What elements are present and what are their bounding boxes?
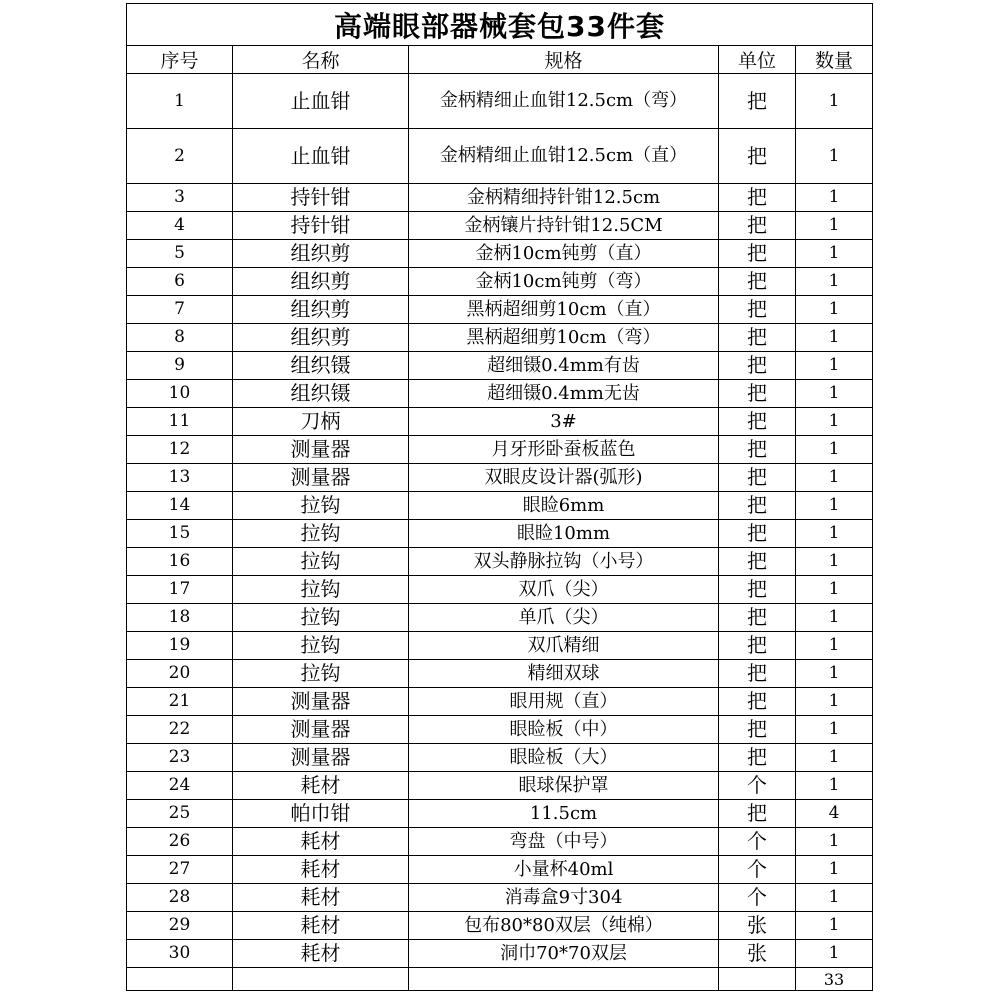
row-spec-text: 金柄精细止血钳12.5cm（弯） xyxy=(439,90,688,111)
row-spec: 小量杯40ml xyxy=(409,856,719,884)
table-row xyxy=(127,772,873,800)
row-unit: 把 xyxy=(719,380,796,408)
row-no: 12 xyxy=(127,436,233,464)
row-qty: 1 xyxy=(796,912,873,940)
row-no: 18 xyxy=(127,604,233,632)
row-no: 16 xyxy=(127,548,233,576)
row-qty: 1 xyxy=(796,212,873,240)
row-name: 止血钳 xyxy=(233,129,409,184)
total-qty: 33 xyxy=(796,968,873,991)
row-name: 止血钳 xyxy=(233,74,409,129)
row-spec: 眼球保护罩 xyxy=(409,772,719,800)
row-no: 28 xyxy=(127,884,233,912)
row-unit: 把 xyxy=(719,408,796,436)
row-qty: 1 xyxy=(796,744,873,772)
row-unit: 把 xyxy=(719,240,796,268)
row-no: 6 xyxy=(127,268,233,296)
row-spec: 洞巾70*70双层 xyxy=(409,940,719,968)
row-unit: 个 xyxy=(719,884,796,912)
row-no: 11 xyxy=(127,408,233,436)
table-row xyxy=(127,184,873,212)
row-spec: 双眼皮设计器(弧形) xyxy=(409,464,719,492)
row-unit: 把 xyxy=(719,548,796,576)
table-row xyxy=(127,716,873,744)
row-no: 5 xyxy=(127,240,233,268)
header-unit: 单位 xyxy=(719,46,796,74)
table-row xyxy=(127,688,873,716)
header-qty: 数量 xyxy=(796,46,873,74)
row-unit: 个 xyxy=(719,772,796,800)
row-qty: 1 xyxy=(796,268,873,296)
row-qty: 4 xyxy=(796,800,873,828)
table-row xyxy=(127,884,873,912)
table-row xyxy=(127,240,873,268)
row-spec: 金柄精细持针钳12.5cm xyxy=(409,184,719,212)
table-row xyxy=(127,856,873,884)
row-no: 26 xyxy=(127,828,233,856)
row-spec: 包布80*80双层（纯棉） xyxy=(409,912,719,940)
row-spec: 超细镊0.4mm无齿 xyxy=(409,380,719,408)
table-row xyxy=(127,660,873,688)
row-name: 组织剪 xyxy=(233,324,409,352)
row-unit: 张 xyxy=(719,912,796,940)
row-qty: 1 xyxy=(796,74,873,129)
row-no: 3 xyxy=(127,184,233,212)
row-no: 22 xyxy=(127,716,233,744)
row-name: 拉钩 xyxy=(233,520,409,548)
row-no: 8 xyxy=(127,324,233,352)
row-unit: 把 xyxy=(719,744,796,772)
row-qty: 1 xyxy=(796,436,873,464)
row-name: 刀柄 xyxy=(233,408,409,436)
row-no: 7 xyxy=(127,296,233,324)
table-row xyxy=(127,632,873,660)
row-unit: 把 xyxy=(719,632,796,660)
row-unit: 把 xyxy=(719,436,796,464)
row-qty: 1 xyxy=(796,772,873,800)
row-name: 持针钳 xyxy=(233,184,409,212)
row-qty: 1 xyxy=(796,716,873,744)
table-row xyxy=(127,408,873,436)
table-row xyxy=(127,380,873,408)
row-no: 9 xyxy=(127,352,233,380)
total-empty-4 xyxy=(719,968,796,991)
row-name: 测量器 xyxy=(233,464,409,492)
row-unit: 把 xyxy=(719,324,796,352)
row-spec: 眼用规（直） xyxy=(409,688,719,716)
row-name: 组织镊 xyxy=(233,380,409,408)
row-qty: 1 xyxy=(796,548,873,576)
table-row xyxy=(127,268,873,296)
row-qty: 1 xyxy=(796,856,873,884)
table-row xyxy=(127,324,873,352)
table-row xyxy=(127,940,873,968)
row-qty: 1 xyxy=(796,604,873,632)
row-no: 25 xyxy=(127,800,233,828)
row-spec-text: 金柄精细止血钳12.5cm（直） xyxy=(439,145,688,166)
row-spec: 11.5cm xyxy=(409,800,719,828)
row-qty: 1 xyxy=(796,464,873,492)
row-spec: 金柄10cm钝剪（直） xyxy=(409,240,719,268)
row-name: 拉钩 xyxy=(233,604,409,632)
row-name: 拉钩 xyxy=(233,660,409,688)
row-qty: 1 xyxy=(796,380,873,408)
row-spec: 金柄10cm钝剪（弯） xyxy=(409,268,719,296)
row-spec xyxy=(409,74,719,129)
table-row xyxy=(127,129,873,184)
row-spec: 月牙形卧蚕板蓝色 xyxy=(409,436,719,464)
row-qty: 1 xyxy=(796,324,873,352)
row-name: 耗材 xyxy=(233,856,409,884)
row-spec xyxy=(409,129,719,184)
row-no: 20 xyxy=(127,660,233,688)
row-qty: 1 xyxy=(796,660,873,688)
row-no: 19 xyxy=(127,632,233,660)
total-empty-1 xyxy=(127,968,233,991)
row-name: 耗材 xyxy=(233,884,409,912)
row-unit: 把 xyxy=(719,184,796,212)
row-spec: 超细镊0.4mm有齿 xyxy=(409,352,719,380)
row-name: 组织剪 xyxy=(233,296,409,324)
row-qty: 1 xyxy=(796,576,873,604)
row-unit: 把 xyxy=(719,268,796,296)
row-name: 拉钩 xyxy=(233,632,409,660)
row-unit: 个 xyxy=(719,856,796,884)
row-name: 拉钩 xyxy=(233,548,409,576)
row-unit: 把 xyxy=(719,464,796,492)
row-name: 测量器 xyxy=(233,744,409,772)
row-name: 组织镊 xyxy=(233,352,409,380)
row-name: 耗材 xyxy=(233,912,409,940)
row-qty: 1 xyxy=(796,352,873,380)
row-spec: 眼睑板（大） xyxy=(409,744,719,772)
row-spec: 双头静脉拉钩（小号） xyxy=(409,548,719,576)
row-qty: 1 xyxy=(796,240,873,268)
row-no: 1 xyxy=(127,74,233,129)
table-row xyxy=(127,744,873,772)
row-no: 23 xyxy=(127,744,233,772)
total-empty-2 xyxy=(233,968,409,991)
row-unit: 张 xyxy=(719,940,796,968)
row-spec: 单爪（尖） xyxy=(409,604,719,632)
row-spec: 双爪精细 xyxy=(409,632,719,660)
row-qty: 1 xyxy=(796,129,873,184)
row-no: 10 xyxy=(127,380,233,408)
row-name: 耗材 xyxy=(233,772,409,800)
row-spec: 眼睑10mm xyxy=(409,520,719,548)
row-no: 24 xyxy=(127,772,233,800)
row-spec: 眼睑板（中） xyxy=(409,716,719,744)
row-name: 测量器 xyxy=(233,436,409,464)
table-row xyxy=(127,212,873,240)
row-spec: 3# xyxy=(409,408,719,436)
table-row xyxy=(127,800,873,828)
row-name: 组织剪 xyxy=(233,268,409,296)
row-unit: 把 xyxy=(719,296,796,324)
table-body xyxy=(127,74,873,968)
row-name: 拉钩 xyxy=(233,576,409,604)
row-name: 耗材 xyxy=(233,828,409,856)
table-row xyxy=(127,520,873,548)
row-qty: 1 xyxy=(796,520,873,548)
row-no: 21 xyxy=(127,688,233,716)
row-no: 15 xyxy=(127,520,233,548)
table-row xyxy=(127,74,873,129)
row-unit: 把 xyxy=(719,492,796,520)
row-unit: 把 xyxy=(719,129,796,184)
row-qty: 1 xyxy=(796,940,873,968)
row-name: 持针钳 xyxy=(233,212,409,240)
row-name: 测量器 xyxy=(233,716,409,744)
row-unit: 把 xyxy=(719,604,796,632)
header-name: 名称 xyxy=(233,46,409,74)
row-qty: 1 xyxy=(796,184,873,212)
row-spec: 黑柄超细剪10cm（弯） xyxy=(409,324,719,352)
row-unit: 把 xyxy=(719,716,796,744)
row-spec: 眼睑6mm xyxy=(409,492,719,520)
row-qty: 1 xyxy=(796,408,873,436)
row-no: 30 xyxy=(127,940,233,968)
row-name: 耗材 xyxy=(233,940,409,968)
row-qty: 1 xyxy=(796,492,873,520)
table-row xyxy=(127,492,873,520)
row-spec: 消毒盒9寸304 xyxy=(409,884,719,912)
row-unit: 把 xyxy=(719,576,796,604)
table-row xyxy=(127,548,873,576)
row-unit: 个 xyxy=(719,828,796,856)
row-qty: 1 xyxy=(796,688,873,716)
row-name: 组织剪 xyxy=(233,240,409,268)
row-no: 14 xyxy=(127,492,233,520)
row-no: 29 xyxy=(127,912,233,940)
header-spec: 规格 xyxy=(409,46,719,74)
table-row xyxy=(127,296,873,324)
row-no: 4 xyxy=(127,212,233,240)
row-spec: 金柄镶片持针钳12.5CM xyxy=(409,212,719,240)
row-unit: 把 xyxy=(719,800,796,828)
row-no: 27 xyxy=(127,856,233,884)
row-qty: 1 xyxy=(796,884,873,912)
row-name: 测量器 xyxy=(233,688,409,716)
row-spec: 双爪（尖） xyxy=(409,576,719,604)
table-row xyxy=(127,352,873,380)
instrument-table xyxy=(126,3,873,991)
total-empty-3 xyxy=(409,968,719,991)
row-unit: 把 xyxy=(719,688,796,716)
row-unit: 把 xyxy=(719,660,796,688)
row-no: 17 xyxy=(127,576,233,604)
row-qty: 1 xyxy=(796,296,873,324)
table-row xyxy=(127,436,873,464)
row-no: 13 xyxy=(127,464,233,492)
table-row xyxy=(127,912,873,940)
row-spec: 弯盘（中号） xyxy=(409,828,719,856)
table-row xyxy=(127,576,873,604)
row-name: 拉钩 xyxy=(233,492,409,520)
row-qty: 1 xyxy=(796,828,873,856)
row-name: 帕巾钳 xyxy=(233,800,409,828)
row-unit: 把 xyxy=(719,520,796,548)
row-unit: 把 xyxy=(719,352,796,380)
row-spec: 黑柄超细剪10cm（直） xyxy=(409,296,719,324)
table-row xyxy=(127,464,873,492)
table-row xyxy=(127,604,873,632)
table-row xyxy=(127,828,873,856)
table-title: 高端眼部器械套包33件套 xyxy=(127,4,873,46)
row-spec: 精细双球 xyxy=(409,660,719,688)
header-no: 序号 xyxy=(127,46,233,74)
row-qty: 1 xyxy=(796,632,873,660)
row-unit: 把 xyxy=(719,74,796,129)
row-no: 2 xyxy=(127,129,233,184)
row-unit: 把 xyxy=(719,212,796,240)
